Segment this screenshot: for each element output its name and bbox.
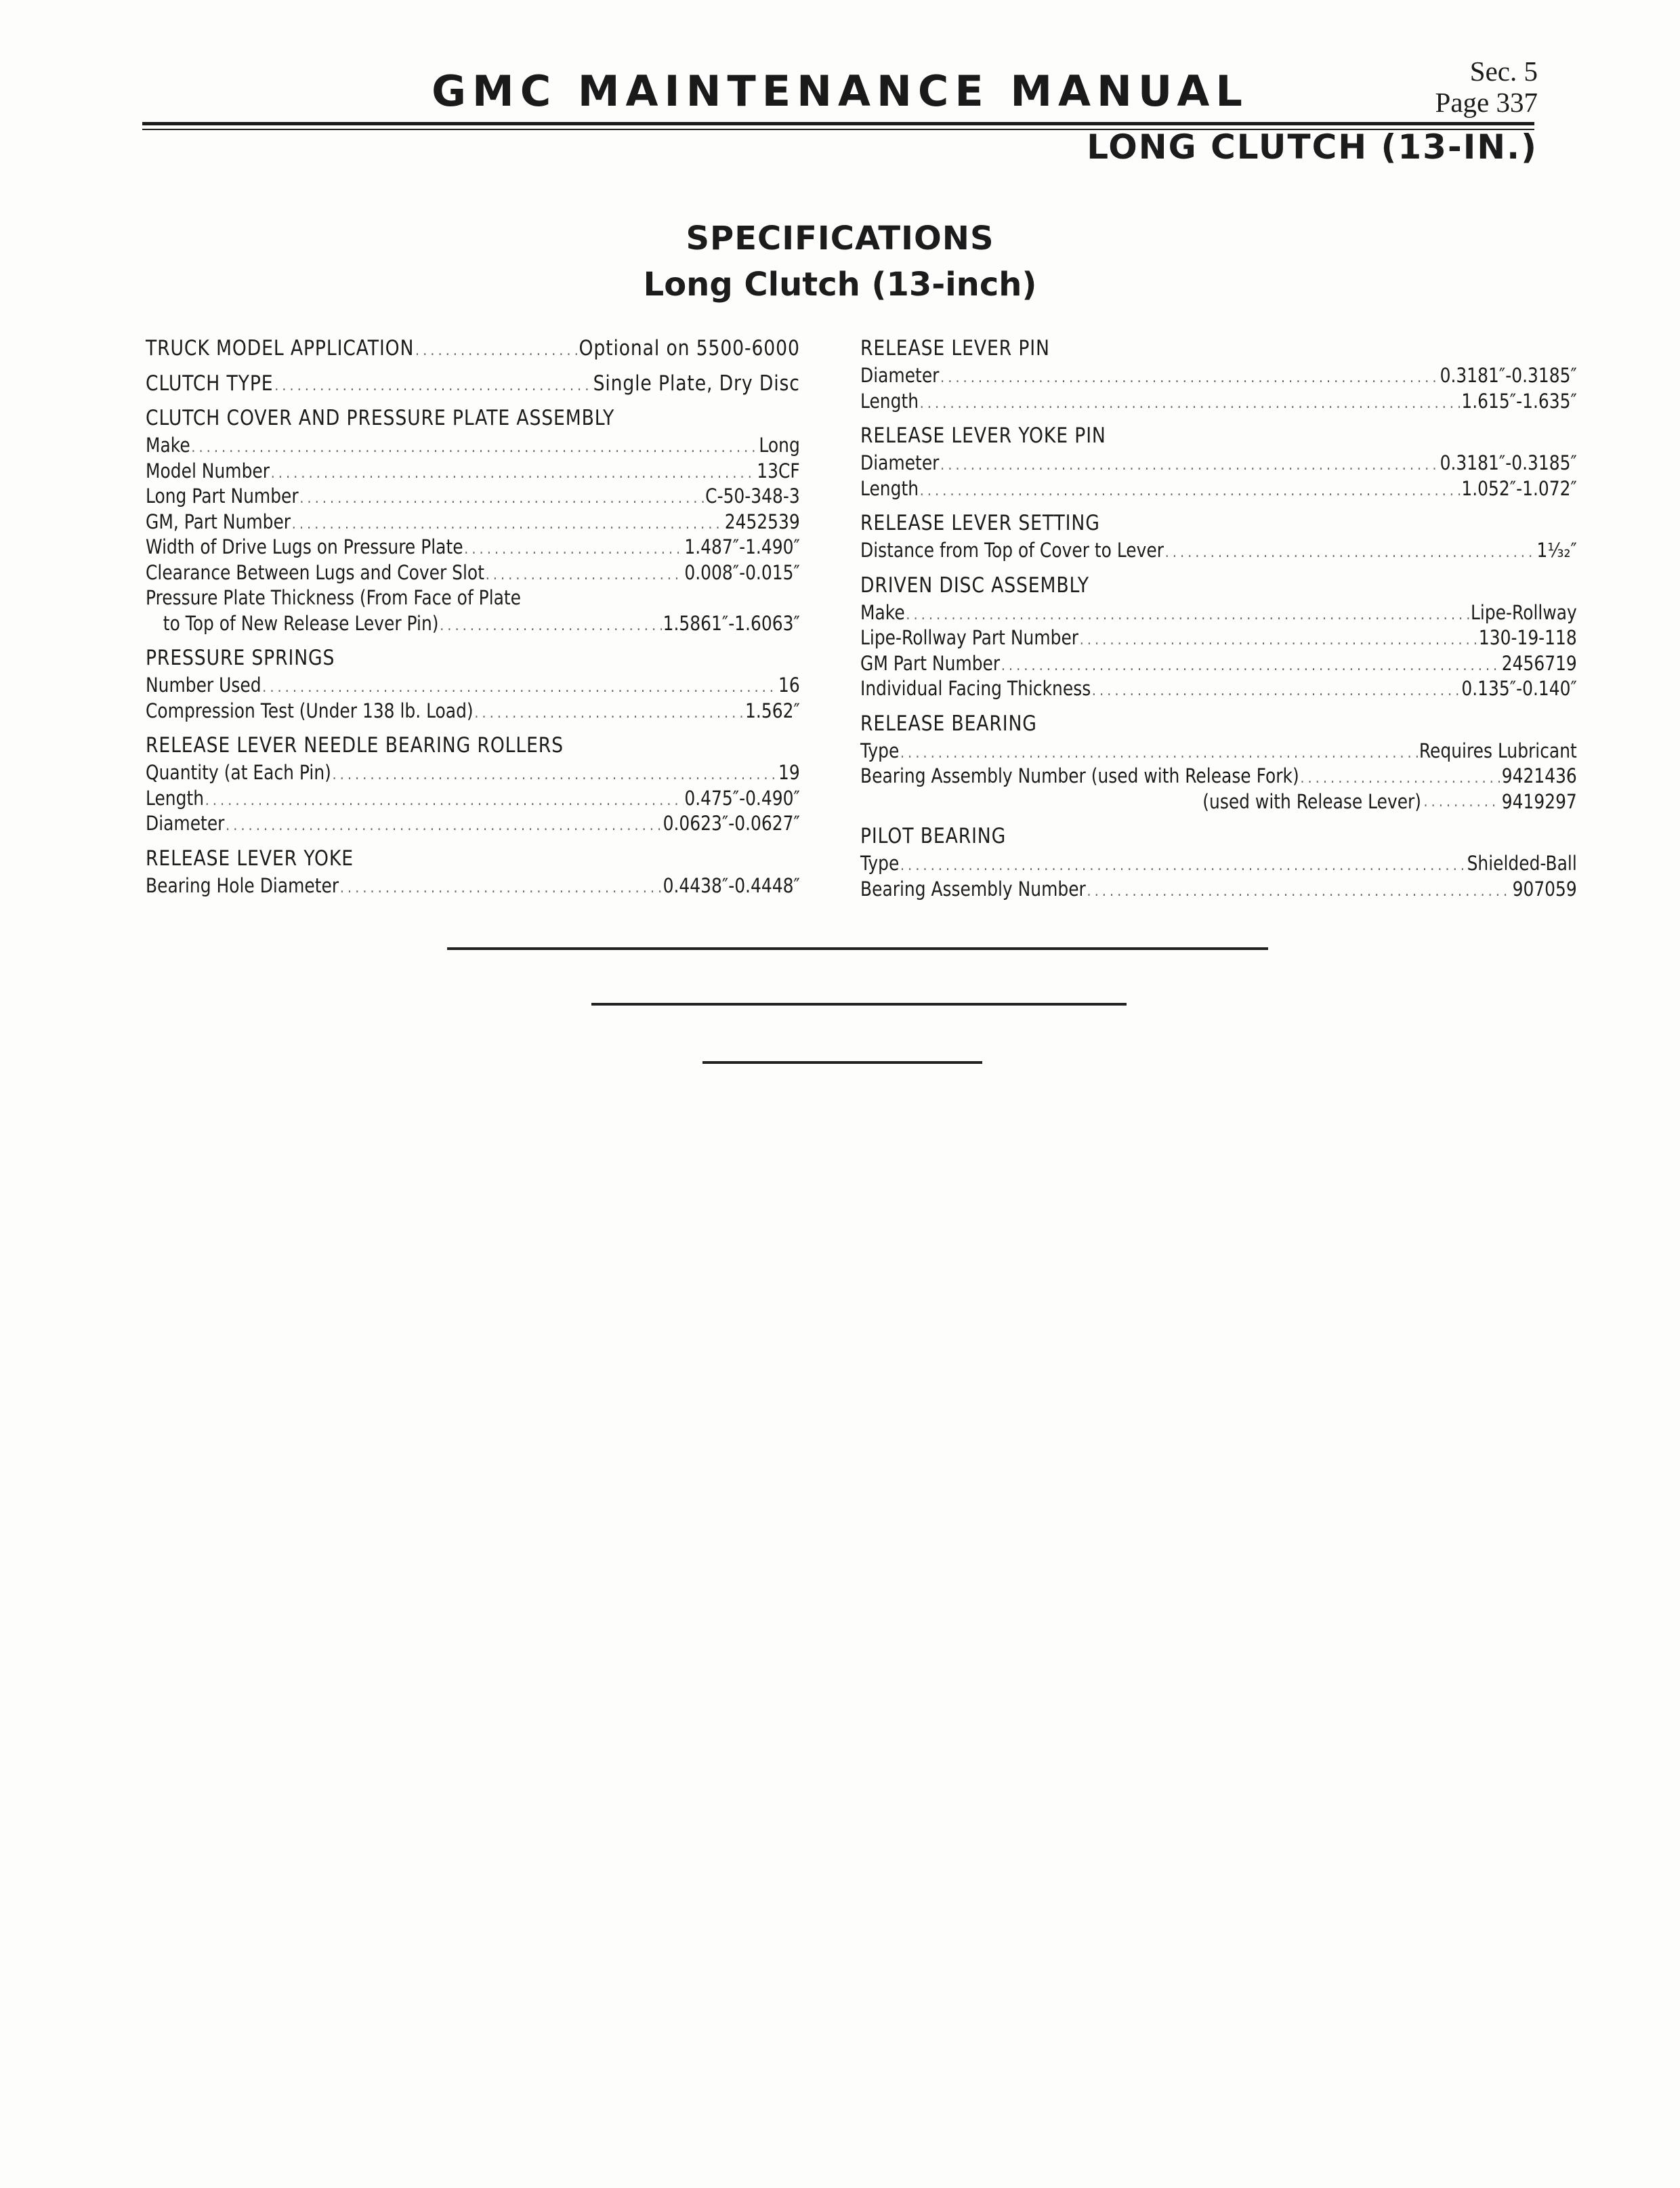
spec-row xyxy=(860,851,1577,877)
spec-label: Number Used xyxy=(146,674,261,697)
leader-dots xyxy=(920,391,1461,417)
leader-dots xyxy=(1300,766,1500,791)
spec-group-lever-yoke xyxy=(146,846,800,899)
leader-dots xyxy=(440,613,662,639)
spec-label: TRUCK MODEL APPLICATION xyxy=(146,336,415,360)
end-rule-short xyxy=(702,1061,982,1064)
leader-dots xyxy=(1423,789,1499,815)
spec-value: 16 xyxy=(778,674,800,697)
specifications-title: SPECIFICATIONS xyxy=(686,220,994,257)
spec-row xyxy=(146,459,800,484)
spec-label: Type xyxy=(860,739,900,762)
group-heading: PRESSURE SPRINGS xyxy=(146,646,335,670)
spec-value: 0.3181″-0.3185″ xyxy=(1440,364,1577,387)
spec-value: 0.475″-0.490″ xyxy=(684,786,800,810)
spec-row xyxy=(860,363,1577,389)
spec-value: 1.615″-1.635″ xyxy=(1461,389,1577,413)
spec-label: Model Number xyxy=(146,459,270,482)
spec-row xyxy=(860,538,1577,564)
spec-row xyxy=(860,789,1577,815)
spec-value: 9419297 xyxy=(1501,789,1577,813)
spec-value: 1.052″-1.072″ xyxy=(1461,476,1577,500)
spec-row xyxy=(860,764,1577,789)
spec-label: Bearing Hole Diameter xyxy=(146,873,339,897)
spec-row xyxy=(860,600,1577,626)
spec-group-lever-pin xyxy=(860,336,1577,414)
leader-dots xyxy=(1080,627,1477,653)
spec-label: Diameter xyxy=(146,812,225,835)
spec-group-pilot-bearing xyxy=(860,824,1577,902)
spec-group-lever-setting xyxy=(860,511,1577,564)
spec-label: Pressure Plate Thickness (From Face of Plate xyxy=(146,586,522,609)
spec-group-yoke-pin xyxy=(860,424,1577,501)
spec-label: Width of Drive Lugs on Pressure Plate xyxy=(146,535,463,558)
spec-label: (used with Release Lever) xyxy=(1202,789,1422,813)
group-heading: RELEASE LEVER SETTING xyxy=(860,511,1100,535)
spec-row xyxy=(146,336,800,362)
spec-label: GM Part Number xyxy=(860,651,1001,675)
end-rule-medium xyxy=(591,1003,1127,1006)
spec-value: 0.135″-0.140″ xyxy=(1461,677,1577,700)
group-heading: DRIVEN DISC ASSEMBLY xyxy=(860,573,1089,598)
end-rule-long xyxy=(447,947,1268,950)
group-heading: CLUTCH COVER AND PRESSURE PLATE ASSEMBLY xyxy=(146,406,615,430)
spec-row xyxy=(146,510,800,535)
spec-group-truck-model xyxy=(146,336,800,362)
header-rule-thick xyxy=(142,122,1534,125)
spec-label: Bearing Assembly Number xyxy=(860,877,1086,901)
spec-group-cover xyxy=(146,406,800,636)
spec-value: Single Plate, Dry Disc xyxy=(593,371,800,396)
spec-row xyxy=(146,811,800,837)
spec-row xyxy=(860,877,1577,903)
spec-label: Diameter xyxy=(860,364,940,387)
page-number: Page 337 xyxy=(1435,87,1538,118)
leader-dots xyxy=(274,373,592,399)
spec-value: 0.3181″-0.3185″ xyxy=(1440,451,1577,474)
spec-row xyxy=(146,433,800,459)
spec-row xyxy=(860,739,1577,764)
leader-dots xyxy=(333,762,778,788)
spec-value: C-50-348-3 xyxy=(705,484,800,508)
spec-value: Optional on 5500-6000 xyxy=(579,336,800,360)
spec-group-clutch-type xyxy=(146,371,800,397)
spec-value: 907059 xyxy=(1512,877,1577,901)
spec-row xyxy=(146,585,800,611)
leader-dots xyxy=(292,512,723,537)
spec-label: Distance from Top of Cover to Lever xyxy=(860,539,1164,562)
leader-dots xyxy=(191,435,757,461)
spec-value: 0.008″-0.015″ xyxy=(684,560,800,584)
spec-column-right xyxy=(860,336,1577,911)
specifications-subtitle: Long Clutch (13-inch) xyxy=(643,266,1037,304)
spec-row xyxy=(860,676,1577,702)
spec-row xyxy=(860,625,1577,651)
section-name: LONG CLUTCH (13-IN.) xyxy=(1087,127,1538,167)
leader-dots xyxy=(340,875,662,901)
spec-row xyxy=(860,476,1577,502)
spec-label: Individual Facing Thickness xyxy=(860,677,1091,700)
spec-row xyxy=(860,451,1577,476)
spec-group-release-bearing xyxy=(860,711,1577,815)
leader-dots xyxy=(1165,540,1536,566)
spec-label: Length xyxy=(146,786,205,810)
leader-dots xyxy=(920,478,1461,504)
leader-dots xyxy=(900,741,1418,766)
spec-value: 19 xyxy=(778,761,800,784)
group-heading: PILOT BEARING xyxy=(860,824,1007,848)
spec-row xyxy=(146,535,800,560)
leader-dots xyxy=(940,365,1439,391)
spec-label: Bearing Assembly Number (used with Release Fork) xyxy=(860,764,1299,787)
group-heading: RELEASE LEVER NEEDLE BEARING ROLLERS xyxy=(146,733,564,758)
spec-label: Clearance Between Lugs and Cover Slot xyxy=(146,560,484,584)
spec-row xyxy=(146,673,800,699)
leader-dots xyxy=(1087,879,1511,905)
group-heading: RELEASE LEVER YOKE xyxy=(146,846,354,871)
spec-value: 2452539 xyxy=(724,510,800,533)
leader-dots xyxy=(262,675,777,701)
spec-row xyxy=(860,651,1577,677)
spec-value: Shielded-Ball xyxy=(1467,852,1577,875)
spec-group-driven-disc xyxy=(860,573,1577,702)
spec-label: GM, Part Number xyxy=(146,510,291,533)
spec-label: to Top of New Release Lever Pin) xyxy=(163,611,439,635)
group-heading: RELEASE BEARING xyxy=(860,711,1037,736)
spec-label: Type xyxy=(860,852,900,875)
spec-label: CLUTCH TYPE xyxy=(146,371,274,396)
leader-dots xyxy=(299,486,704,512)
spec-value: Long xyxy=(759,434,800,457)
leader-dots xyxy=(415,338,578,364)
spec-value: 1.5861″-1.6063″ xyxy=(663,611,800,635)
spec-label: Make xyxy=(860,600,905,624)
leader-dots xyxy=(486,562,684,588)
spec-label: Length xyxy=(860,476,919,500)
leader-dots xyxy=(205,788,684,814)
spec-label: Quantity (at Each Pin) xyxy=(146,761,331,784)
leader-dots xyxy=(226,813,662,839)
leader-dots xyxy=(1092,678,1461,704)
spec-row xyxy=(146,760,800,786)
spec-value: 0.4438″-0.4448″ xyxy=(663,873,800,897)
spec-row xyxy=(146,786,800,812)
spec-value: 130-19-118 xyxy=(1478,626,1577,649)
section-page-box xyxy=(1435,56,1538,118)
spec-label: Compression Test (Under 138 lb. Load) xyxy=(146,699,474,722)
spec-row xyxy=(146,484,800,510)
spec-value: 2456719 xyxy=(1501,651,1577,675)
leader-dots xyxy=(474,701,744,726)
spec-label: Make xyxy=(146,434,190,457)
spec-row xyxy=(146,699,800,724)
leader-dots xyxy=(1001,653,1500,679)
page-heading xyxy=(0,215,1680,308)
spec-label: Diameter xyxy=(860,451,940,474)
spec-row xyxy=(860,389,1577,415)
spec-value: 13CF xyxy=(757,459,800,482)
group-heading: RELEASE LEVER PIN xyxy=(860,336,1050,360)
manual-title: GMC MAINTENANCE MANUAL xyxy=(432,66,1248,116)
leader-dots xyxy=(464,537,683,562)
spec-value: 0.0623″-0.0627″ xyxy=(663,812,800,835)
spec-value: 9421436 xyxy=(1501,764,1577,787)
spec-group-pressure-springs xyxy=(146,646,800,724)
spec-value: 1¹⁄₃₂″ xyxy=(1536,539,1577,562)
spec-row xyxy=(146,560,800,586)
spec-value: 1.562″ xyxy=(745,699,800,722)
spec-value: 1.487″-1.490″ xyxy=(684,535,800,558)
section-number: Sec. 5 xyxy=(1469,56,1538,87)
spec-label: Length xyxy=(860,389,919,413)
spec-column-left xyxy=(146,336,800,908)
spec-group-needle-rollers xyxy=(146,733,800,837)
spec-row xyxy=(146,371,800,397)
leader-dots xyxy=(271,461,756,487)
spec-row xyxy=(146,873,800,899)
leader-dots xyxy=(900,853,1466,879)
spec-row xyxy=(146,611,800,637)
leader-dots xyxy=(940,453,1439,478)
leader-dots xyxy=(906,602,1469,628)
group-heading: RELEASE LEVER YOKE PIN xyxy=(860,424,1106,448)
spec-label: Long Part Number xyxy=(146,484,299,508)
spec-value: Lipe-Rollway xyxy=(1471,600,1577,624)
spec-value: Requires Lubricant xyxy=(1419,739,1577,762)
spec-label: Lipe-Rollway Part Number xyxy=(860,626,1079,649)
